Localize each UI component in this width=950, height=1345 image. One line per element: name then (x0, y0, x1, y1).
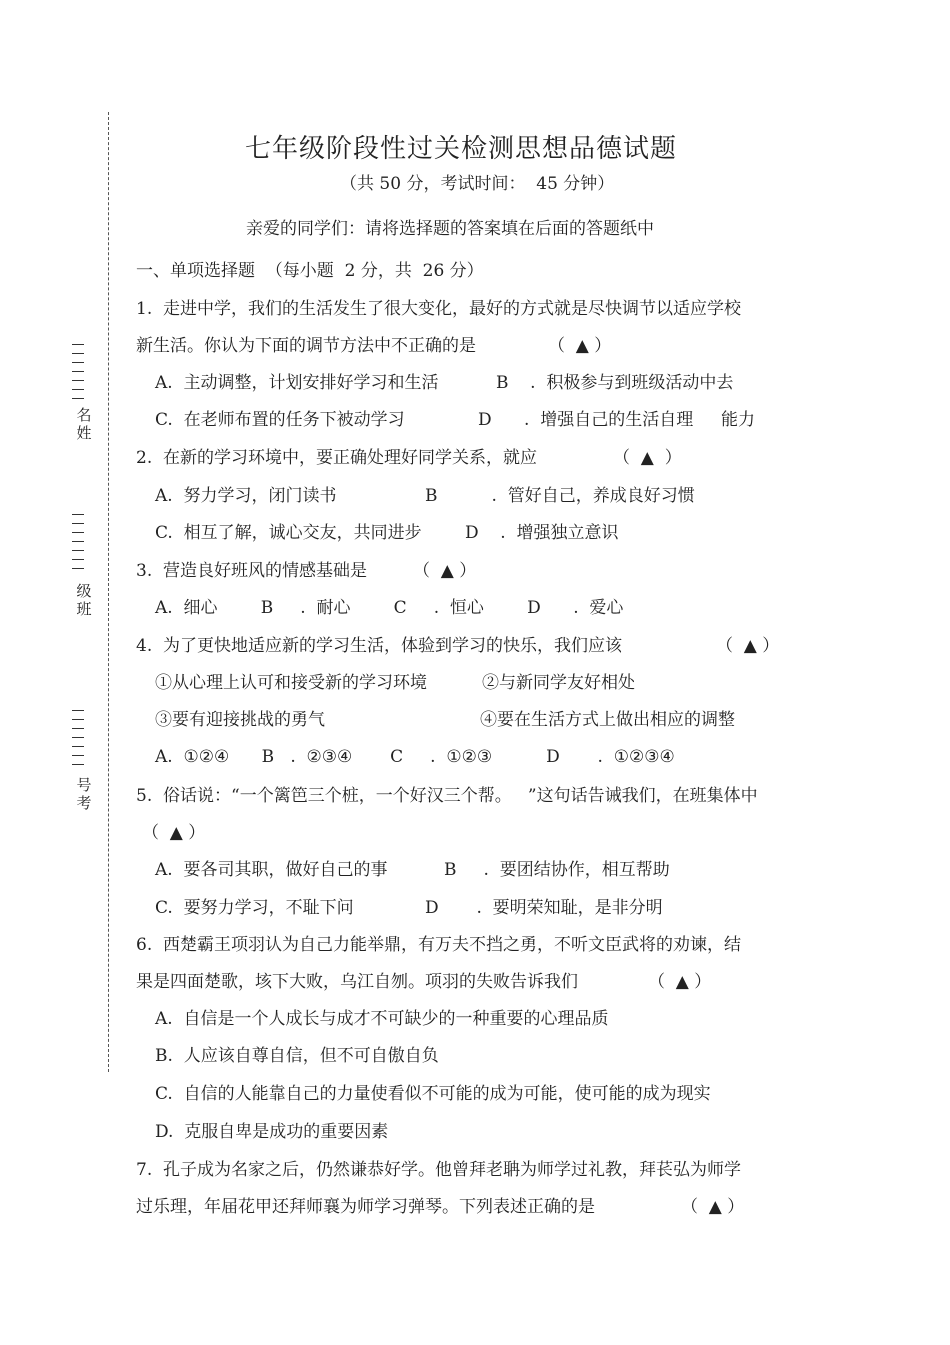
q6-stem-line2: 果是四面楚歌，垓下大败，乌江自刎。项羽的失败告诉我们 (136, 972, 578, 992)
q1-stem-line2: 新生活。你认为下面的调节方法中不正确的是 (136, 336, 476, 356)
q1-option-c: C. 在老师布置的任务下被动学习 (155, 410, 405, 430)
q2-option-a: A. 努力学习，闭门读书 (155, 486, 337, 506)
q7-stem-line2: 过乐理，年届花甲还拜师襄为师学习弹琴。下列表述正确的是 (136, 1197, 595, 1217)
q1-option-d-end: 能力 (721, 410, 755, 430)
id-label-2: 考 (76, 794, 92, 812)
q4-item-4: ④要在生活方式上做出相应的调整 (480, 710, 735, 730)
name-label-2: 姓 (76, 424, 92, 442)
q5-option-a: A. 要各司其职，做好自己的事 (155, 860, 388, 880)
q6-stem-line1: 6. 西楚霸王项羽认为自己力能举鼎，有万夫不挡之勇，不听文臣武将的劝谏，结 (136, 935, 742, 955)
q5-answer-slot: （ ▲ ） (142, 823, 206, 843)
q1-option-d: D . 增强自己的生活自理 (478, 410, 694, 430)
id-field[interactable] (70, 704, 94, 812)
exam-info: （共 50 分，考试时间： 45 分钟） (340, 174, 615, 194)
class-label-1: 级 (76, 582, 92, 600)
class-label-2: 班 (76, 600, 92, 618)
q6-option-d: D. 克服自卑是成功的重要因素 (155, 1122, 389, 1142)
q1-option-b: B . 积极参与到班级活动中去 (496, 373, 734, 393)
q4-options: A. ①②④ B . ②③④ C . ①②③ D . ①②③④ (155, 747, 675, 767)
q3-options: A. 细心 B . 耐心 C . 恒心 D . 爱心 (155, 598, 624, 618)
name-label-1: 名 (76, 406, 92, 424)
q2-stem: 2. 在新的学习环境中，要正确处理好同学关系，就应 (136, 448, 538, 468)
q6-answer-slot: （ ▲ ） (648, 972, 712, 992)
q6-option-b: B. 人应该自尊自信，但不可自傲自负 (155, 1046, 439, 1066)
q2-option-d: D . 增强独立意识 (465, 523, 619, 543)
q4-item-2: ②与新同学友好相处 (482, 673, 635, 693)
q1-answer-slot: （ ▲ ） (548, 336, 612, 356)
q1-option-a: A. 主动调整，计划安排好学习和生活 (155, 373, 439, 393)
q6-option-c: C. 自信的人能靠自己的力量使看似不可能的成为可能，使可能的成为现实 (155, 1084, 711, 1104)
page-title: 七年级阶段性过关检测思想品德试题 (245, 134, 678, 164)
q3-stem: 3. 营造良好班风的情感基础是 (136, 561, 368, 581)
q5-option-c: C. 要努力学习，不耻下问 (155, 898, 354, 918)
q5-option-b: B . 要团结协作，相互帮助 (444, 860, 670, 880)
q7-stem-line1: 7. 孔子成为名家之后，仍然谦恭好学。他曾拜老聃为师学过礼教，拜苌弘为师学 (136, 1160, 742, 1180)
binding-line (108, 112, 109, 1072)
q4-stem: 4. 为了更快地适应新的学习生活，体验到学习的快乐，我们应该 (136, 636, 623, 656)
q5-stem: 5. 俗话说：“一个篱笆三个桩，一个好汉三个帮。 ”这句话告诫我们，在班集体中 (136, 786, 758, 806)
q2-option-c: C. 相互了解，诚心交友，共同进步 (155, 523, 422, 543)
instruction: 亲爱的同学们：请将选择题的答案填在后面的答题纸中 (246, 219, 654, 239)
q4-item-1: ①从心理上认可和接受新的学习环境 (155, 673, 427, 693)
q4-answer-slot: （ ▲ ） (716, 636, 780, 656)
q5-option-d: D . 要明荣知耻，是非分明 (425, 898, 663, 918)
id-label-1: 号 (76, 776, 92, 794)
q3-answer-slot: （ ▲ ） (413, 561, 477, 581)
q2-option-b: B . 管好自己，养成良好习惯 (425, 486, 695, 506)
class-field[interactable] (70, 508, 94, 618)
name-field[interactable] (70, 338, 94, 442)
q1-stem-line1: 1. 走进中学，我们的生活发生了很大变化，最好的方式就是尽快调节以适应学校 (136, 299, 742, 319)
section-heading: 一、单项选择题 （每小题 2 分，共 26 分） (136, 261, 484, 281)
q4-item-3: ③要有迎接挑战的勇气 (155, 710, 325, 730)
q2-answer-slot: （ ▲ ） (613, 448, 682, 468)
q7-answer-slot: （ ▲ ） (681, 1197, 745, 1217)
q6-option-a: A. 自信是一个人成长与成才不可缺少的一种重要的心理品质 (155, 1009, 609, 1029)
